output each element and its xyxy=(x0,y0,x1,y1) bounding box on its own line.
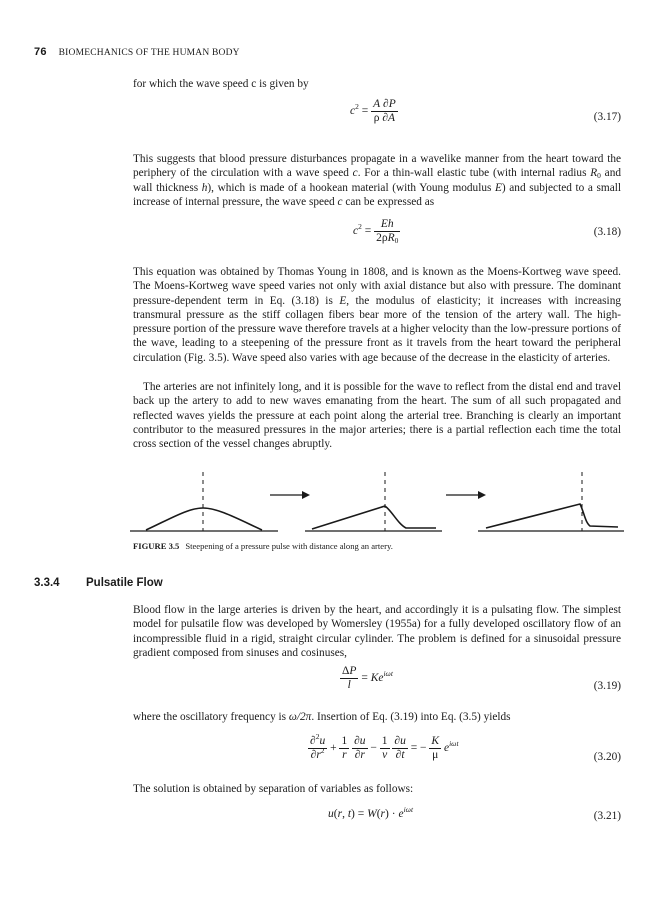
paragraph-moens-kortweg: This equation was obtained by Thomas Young in 1808, and is known as the Moens-Kortweg wave speed. The Moens-Kortweg wave speed varies not only with axial distance but also with pressure. The dominant pressure-dependent term in Eq. (3.18) is E, the modulus of elasticity; it increases with increasing transmural pressure as the stiff collagen fibers bear more of the tension of the artery wall. The high-pressure portion of the pressure wave therefore travels at a higher velocity than the low-pressure portions of the wave, leading to a steepening of the pressure front as it travels from the heart toward the peripheral circulation (Fig. 3.5). Wave speed also varies with age because of the decrease in the elasticity of arteries. xyxy=(133,266,621,364)
equation-number-3-20: (3.20) xyxy=(593,751,621,763)
equation-3-20: $\frac{\partial^2u}{\partial r^2}$ + $\frac{1}{r}$ $\frac{\partial u}{\partial r}$ − $\frac{1}{\nu}$ $\frac{\partial u}{\partial t}$ = − $\frac{K}{\mu}$ $e^{i\omega t}$ xyxy=(310,732,459,761)
figure-label: FIGURE 3.5 xyxy=(133,541,180,551)
paragraph-thin-wall: This suggests that blood pressure disturbances propagate in a wavelike manner from the heart toward the periphery of the circulation with a wave speed c. For a thin-wall elastic tube (with internal radius $R_0$ and wall thickness h), which is made of a hookean material (with Young modulus E) and subjected to a small increase of internal pressure, the wave speed c can be expressed as xyxy=(133,153,621,208)
equation-3-21: u(r, $t) = W(r) \cdot e^{i\omega t}$ xyxy=(328,805,414,820)
section-number: 3.3.4 xyxy=(34,577,60,589)
equation-number-3-21: (3.21) xyxy=(593,810,621,822)
equation-3-18: $c^2$ = $\frac{Eh}{2\rho R_0}$ xyxy=(353,218,399,245)
figure-caption-text: Steepening of a pressure pulse with distance along an artery. xyxy=(185,541,393,551)
paragraph-separation: The solution is obtained by separation of variables as follows: xyxy=(133,783,414,795)
paragraph-oscillatory: where the oscillatory frequency is ω/2π. Insertion of Eq. (3.19) into Eq. (3.5) yields xyxy=(133,711,511,723)
pulse-curve-2 xyxy=(312,506,436,529)
running-header xyxy=(34,46,240,58)
figure-pressure-pulse xyxy=(130,472,630,534)
arrow-2-head xyxy=(478,491,486,499)
pulse-curve-1 xyxy=(146,508,262,530)
paragraph-reflection: The arteries are not infinitely long, and it is possible for the wave to reflect from the distal end and travel back up the artery to add to new waves emanating from the heart. The sum of all such propagated and reflected waves yields the pressure at each point along the arterial tree. Branching is clearly an important contributor to the measured pressures in the major arteries; there is a partial reflection each time the total cross section of the vessel changes abruptly. xyxy=(133,381,621,451)
section-title: Pulsatile Flow xyxy=(86,577,163,589)
equation-number-3-18: (3.18) xyxy=(593,226,621,238)
equation-3-17: $c^2$ = $\frac{A \partial P}{\rho \partial A}$ xyxy=(350,98,396,124)
paragraph-intro: for which the wave speed c is given by xyxy=(133,78,309,90)
figure-caption xyxy=(133,541,393,551)
running-title: BIOMECHANICS OF THE HUMAN BODY xyxy=(58,48,240,58)
section-heading xyxy=(34,577,163,589)
page-number: 76 xyxy=(34,46,47,58)
equation-number-3-19: (3.19) xyxy=(593,680,621,692)
equation-3-19: $\frac{\Delta P}{l}$ = $Ke^{i\omega t}$ xyxy=(342,665,393,691)
pulse-curve-3 xyxy=(486,504,618,528)
paragraph-pulsatile: Blood flow in the large arteries is driven by the heart, and accordingly it is a pulsating flow. The simplest model for pulsatile flow was developed by Womersley (1955a) for a fully developed oscillatory flow of an incompressible fluid in a rigid, straight circular cylinder. The problem is defined for a sinusoidal pressure gradient composed from sinuses and cosinuses, xyxy=(133,604,621,659)
arrow-1-head xyxy=(302,491,310,499)
equation-number-3-17: (3.17) xyxy=(593,111,621,123)
